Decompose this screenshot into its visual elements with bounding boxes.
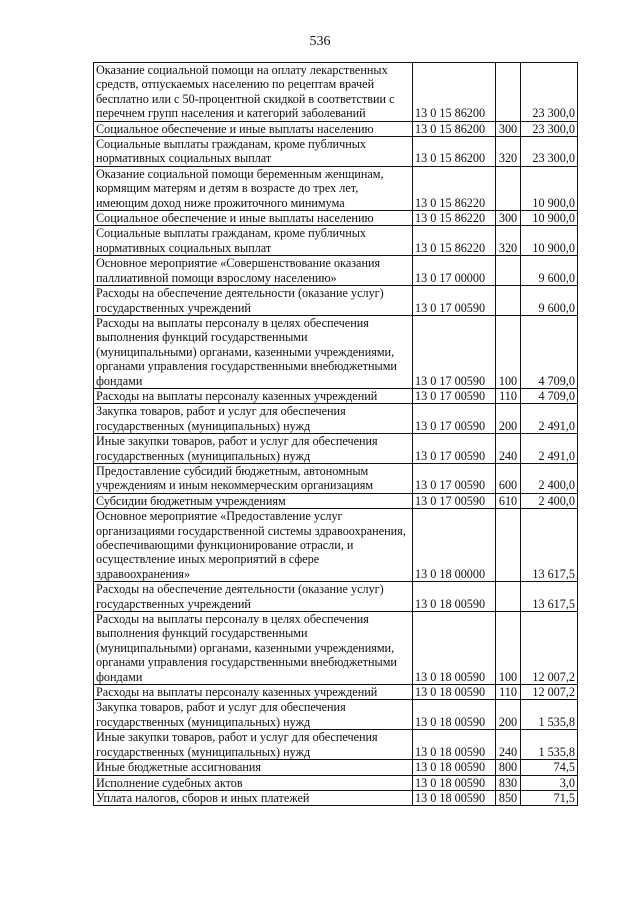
table-row [94, 730, 578, 760]
row-expense-type: 240 [496, 730, 521, 760]
table-row [94, 315, 578, 388]
row-expense-type [496, 582, 521, 612]
row-expense-type: 100 [496, 315, 521, 388]
row-description: Оказание социальной помощи беременным женщинам, кормящим матерям и детям в возрасте до трех лет, имеющим доход ниже прожиточного минимума [94, 166, 413, 210]
table-row [94, 63, 578, 122]
budget-table-body [94, 63, 578, 806]
row-amount: 74,5 [521, 760, 578, 775]
row-amount: 23 300,0 [521, 137, 578, 167]
row-amount: 10 900,0 [521, 211, 578, 226]
row-target-code: 13 0 18 00590 [413, 685, 496, 700]
row-target-code: 13 0 15 86220 [413, 226, 496, 256]
row-expense-type [496, 509, 521, 582]
row-amount: 13 617,5 [521, 509, 578, 582]
row-target-code: 13 0 17 00590 [413, 388, 496, 403]
row-expense-type: 110 [496, 685, 521, 700]
row-amount: 2 491,0 [521, 434, 578, 464]
table-row [94, 612, 578, 685]
row-amount: 10 900,0 [521, 166, 578, 210]
table-row [94, 582, 578, 612]
row-expense-type: 200 [496, 700, 521, 730]
row-target-code: 13 0 18 00590 [413, 730, 496, 760]
row-amount: 2 400,0 [521, 493, 578, 508]
table-row [94, 685, 578, 700]
row-description: Предоставление субсидий бюджетным, автономным учреждениям и иным некоммерческим организациям [94, 463, 413, 493]
row-amount: 12 007,2 [521, 685, 578, 700]
row-amount: 23 300,0 [521, 121, 578, 136]
row-target-code: 13 0 18 00590 [413, 700, 496, 730]
row-amount: 12 007,2 [521, 612, 578, 685]
row-expense-type: 320 [496, 226, 521, 256]
row-amount: 9 600,0 [521, 286, 578, 316]
row-description: Субсидии бюджетным учреждениям [94, 493, 413, 508]
table-row [94, 166, 578, 210]
row-expense-type: 800 [496, 760, 521, 775]
table-row [94, 509, 578, 582]
row-expense-type: 110 [496, 388, 521, 403]
row-amount: 71,5 [521, 790, 578, 805]
row-expense-type [496, 166, 521, 210]
page-number: 536 [309, 34, 331, 49]
row-target-code: 13 0 17 00590 [413, 286, 496, 316]
budget-table [93, 62, 578, 806]
row-target-code: 13 0 15 86220 [413, 211, 496, 226]
table-row [94, 700, 578, 730]
row-description: Расходы на обеспечение деятельности (оказание услуг) государственных учреждений [94, 582, 413, 612]
row-description: Расходы на выплаты персоналу казенных учреждений [94, 388, 413, 403]
row-description: Иные бюджетные ассигнования [94, 760, 413, 775]
row-expense-type [496, 286, 521, 316]
row-description: Уплата налогов, сборов и иных платежей [94, 790, 413, 805]
row-amount: 9 600,0 [521, 256, 578, 286]
row-expense-type: 830 [496, 775, 521, 790]
row-amount: 1 535,8 [521, 730, 578, 760]
row-expense-type: 300 [496, 121, 521, 136]
table-row [94, 493, 578, 508]
row-description: Иные закупки товаров, работ и услуг для обеспечения государственных (муниципальных) нужд [94, 730, 413, 760]
row-amount: 23 300,0 [521, 63, 578, 122]
row-amount: 1 535,8 [521, 700, 578, 730]
row-target-code: 13 0 15 86200 [413, 121, 496, 136]
row-expense-type: 100 [496, 612, 521, 685]
row-expense-type: 240 [496, 434, 521, 464]
row-expense-type: 320 [496, 137, 521, 167]
row-description: Основное мероприятие «Совершенствование оказания паллиативной помощи взрослому населению» [94, 256, 413, 286]
table-row [94, 388, 578, 403]
row-amount: 2 400,0 [521, 463, 578, 493]
table-row [94, 404, 578, 434]
table-row [94, 434, 578, 464]
row-description: Расходы на выплаты персоналу в целях обеспечения выполнения функций государственными (муниципальными) органами, казенными учреждениями, органами управления государственными внебюджетными фондами [94, 315, 413, 388]
row-description: Оказание социальной помощи на оплату лекарственных средств, отпускаемых населению по рецептам врачей бесплатно или с 50-процентной скидкой в соответствии с перечнем групп населения и категорий заболеваний [94, 63, 413, 122]
row-description: Основное мероприятие «Предоставление услуг организациями государственной системы здравоохранения, обеспечивающими функционирование отрасли, и осуществление иных мероприятий в сфере здравоохранения» [94, 509, 413, 582]
row-target-code: 13 0 18 00590 [413, 775, 496, 790]
row-target-code: 13 0 15 86220 [413, 166, 496, 210]
table-row [94, 790, 578, 805]
table-row [94, 256, 578, 286]
row-amount: 13 617,5 [521, 582, 578, 612]
row-target-code: 13 0 17 00590 [413, 434, 496, 464]
row-target-code: 13 0 17 00590 [413, 463, 496, 493]
row-target-code: 13 0 18 00590 [413, 790, 496, 805]
row-expense-type: 300 [496, 211, 521, 226]
row-expense-type: 600 [496, 463, 521, 493]
table-row [94, 226, 578, 256]
row-target-code: 13 0 18 00590 [413, 760, 496, 775]
row-target-code: 13 0 17 00590 [413, 493, 496, 508]
row-target-code: 13 0 17 00000 [413, 256, 496, 286]
row-target-code: 13 0 15 86200 [413, 63, 496, 122]
row-expense-type: 610 [496, 493, 521, 508]
row-description: Социальное обеспечение и иные выплаты населению [94, 211, 413, 226]
row-description: Закупка товаров, работ и услуг для обеспечения государственных (муниципальных) нужд [94, 700, 413, 730]
row-description: Закупка товаров, работ и услуг для обеспечения государственных (муниципальных) нужд [94, 404, 413, 434]
row-expense-type [496, 256, 521, 286]
row-expense-type [496, 63, 521, 122]
row-amount: 2 491,0 [521, 404, 578, 434]
row-target-code: 13 0 18 00000 [413, 509, 496, 582]
table-row [94, 463, 578, 493]
row-target-code: 13 0 18 00590 [413, 612, 496, 685]
row-target-code: 13 0 15 86200 [413, 137, 496, 167]
row-target-code: 13 0 18 00590 [413, 582, 496, 612]
row-amount: 10 900,0 [521, 226, 578, 256]
row-amount: 4 709,0 [521, 315, 578, 388]
row-amount: 4 709,0 [521, 388, 578, 403]
table-row [94, 286, 578, 316]
table-row [94, 211, 578, 226]
row-description: Социальное обеспечение и иные выплаты населению [94, 121, 413, 136]
row-target-code: 13 0 17 00590 [413, 315, 496, 388]
row-amount: 3,0 [521, 775, 578, 790]
row-description: Социальные выплаты гражданам, кроме публичных нормативных социальных выплат [94, 137, 413, 167]
row-description: Социальные выплаты гражданам, кроме публичных нормативных социальных выплат [94, 226, 413, 256]
table-row [94, 760, 578, 775]
row-description: Расходы на обеспечение деятельности (оказание услуг) государственных учреждений [94, 286, 413, 316]
table-row [94, 775, 578, 790]
row-description: Исполнение судебных актов [94, 775, 413, 790]
row-description: Расходы на выплаты персоналу казенных учреждений [94, 685, 413, 700]
table-row [94, 137, 578, 167]
row-expense-type: 200 [496, 404, 521, 434]
table-row [94, 121, 578, 136]
row-description: Расходы на выплаты персоналу в целях обеспечения выполнения функций государственными (муниципальными) органами, казенными учреждениями, органами управления государственными внебюджетными фондами [94, 612, 413, 685]
row-expense-type: 850 [496, 790, 521, 805]
row-target-code: 13 0 17 00590 [413, 404, 496, 434]
row-description: Иные закупки товаров, работ и услуг для обеспечения государственных (муниципальных) нужд [94, 434, 413, 464]
